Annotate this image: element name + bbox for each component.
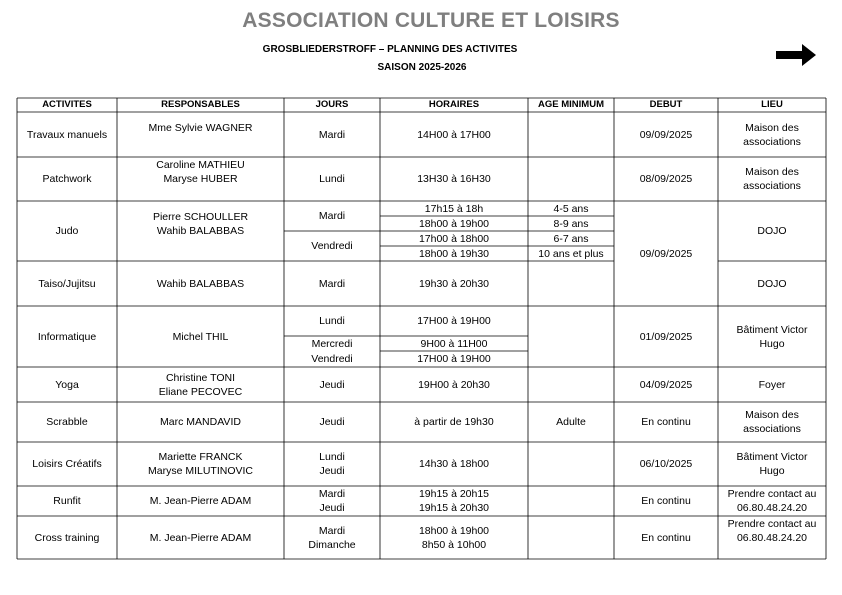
place-cell: Foyer xyxy=(758,378,786,391)
activity-cell: Travaux manuels xyxy=(26,128,108,141)
header-age-minimum: AGE MINIMUM xyxy=(538,99,604,110)
place-cell: Maison des associations xyxy=(743,121,801,148)
day-cell: Mardi Dimanche xyxy=(308,524,356,551)
day-cell: Lundi xyxy=(319,315,345,327)
activity-cell: Cross training xyxy=(34,531,100,544)
start-cell: 01/09/2025 xyxy=(639,330,693,343)
day-cell: Mercredi xyxy=(311,338,353,350)
header-debut: DEBUT xyxy=(649,99,683,110)
day-cell: Lundi xyxy=(319,173,345,185)
start-cell: 09/09/2025 xyxy=(639,247,693,260)
start-cell: 09/09/2025 xyxy=(639,128,693,141)
start-cell: En continu xyxy=(641,531,691,544)
time-cell: 13H30 à 16H30 xyxy=(417,173,491,185)
time-cell: 17H00 à 19H00 xyxy=(417,315,491,327)
time-cell: 14h30 à 18h00 xyxy=(418,458,490,470)
place-cell: Bâtiment Victor Hugo xyxy=(736,323,808,350)
time-cell: 19H00 à 20h30 xyxy=(418,378,490,391)
responsible-cell: Caroline MATHIEU Maryse HUBER xyxy=(156,159,245,185)
day-cell: Mardi xyxy=(318,210,346,222)
activity-cell: Informatique xyxy=(37,330,97,343)
responsible-cell: Wahib BALABBAS xyxy=(156,277,245,290)
day-cell: Mardi xyxy=(318,277,346,290)
season-label: SAISON 2025-2026 xyxy=(377,62,467,73)
time-cell: 9H00 à 11H00 xyxy=(420,338,488,350)
activity-cell: Yoga xyxy=(55,378,79,391)
start-cell: En continu xyxy=(641,495,691,507)
time-cell: 18h00 à 19h00 8h50 à 10h00 xyxy=(418,524,490,551)
time-cell: 14H00 à 17H00 xyxy=(417,128,491,141)
header-lieu: LIEU xyxy=(761,99,783,110)
activity-cell: Patchwork xyxy=(42,173,92,185)
age-cell: 10 ans et plus xyxy=(538,247,604,260)
time-cell: 19h30 à 20h30 xyxy=(418,277,490,290)
responsible-cell: Mariette FRANCK Maryse MILUTINOVIC xyxy=(147,451,253,477)
start-cell: En continu xyxy=(641,416,691,428)
header-jours: JOURS xyxy=(315,99,349,110)
header-activites: ACTIVITES xyxy=(42,99,92,110)
age-cell: 4-5 ans xyxy=(553,202,589,215)
day-cell: Vendredi xyxy=(311,240,353,252)
responsible-cell: Mme Sylvie WAGNER xyxy=(148,122,253,134)
activity-cell: Scrabble xyxy=(46,416,88,428)
page-subtitle: GROSBLIEDERSTROFF – PLANNING DES ACTIVITES xyxy=(262,44,518,55)
start-cell: 06/10/2025 xyxy=(639,458,693,470)
place-cell: Bâtiment Victor Hugo xyxy=(736,451,808,477)
start-cell: 04/09/2025 xyxy=(639,378,693,391)
age-cell: Adulte xyxy=(556,416,586,428)
responsible-cell: M. Jean-Pierre ADAM xyxy=(149,495,252,507)
day-cell: Mardi xyxy=(318,128,346,141)
day-cell: Jeudi xyxy=(319,416,345,428)
activity-cell: Judo xyxy=(55,225,79,237)
day-cell: Jeudi xyxy=(319,378,345,391)
time-cell: 17h00 à 18h00 xyxy=(418,232,490,245)
place-cell: DOJO xyxy=(757,277,787,290)
place-cell: Maison des associations xyxy=(743,166,801,192)
time-cell: 17H00 à 19H00 xyxy=(417,353,491,365)
responsible-cell: Marc MANDAVID xyxy=(160,416,241,428)
activity-cell: Loisirs Créatifs xyxy=(32,458,102,470)
age-cell: 8-9 ans xyxy=(553,217,589,230)
day-cell: Lundi Jeudi xyxy=(319,451,345,477)
time-cell: 18h00 à 19h00 xyxy=(418,217,490,230)
place-cell: Maison des associations xyxy=(743,409,801,435)
day-cell: Mardi Jeudi xyxy=(318,488,346,514)
header-horaires: HORAIRES xyxy=(428,99,480,110)
start-cell: 08/09/2025 xyxy=(639,173,693,185)
place-cell: DOJO xyxy=(757,225,787,237)
time-cell: à partir de 19h30 xyxy=(414,416,494,428)
time-cell: 17h15 à 18h xyxy=(424,202,484,215)
place-cell: Prendre contact au 06.80.48.24.20 xyxy=(727,488,817,514)
activity-cell: Runfit xyxy=(53,495,81,507)
age-cell: 6-7 ans xyxy=(553,232,589,245)
time-cell: 18h00 à 19h30 xyxy=(418,247,490,260)
page-title: ASSOCIATION CULTURE ET LOISIRS xyxy=(242,9,620,32)
day-cell: Vendredi xyxy=(311,353,353,365)
responsible-cell: Michel THIL xyxy=(172,330,229,343)
place-cell: Prendre contact au 06.80.48.24.20 xyxy=(727,518,817,544)
responsible-cell: Pierre SCHOULLER Wahib BALABBAS xyxy=(152,211,249,237)
header-responsables: RESPONSABLES xyxy=(161,99,240,110)
activity-cell: Taiso/Jujitsu xyxy=(38,277,96,290)
time-cell: 19h15 à 20h15 19h15 à 20h30 xyxy=(418,488,490,514)
responsible-cell: Christine TONI Eliane PECOVEC xyxy=(158,371,243,398)
responsible-cell: M. Jean-Pierre ADAM xyxy=(149,531,252,544)
